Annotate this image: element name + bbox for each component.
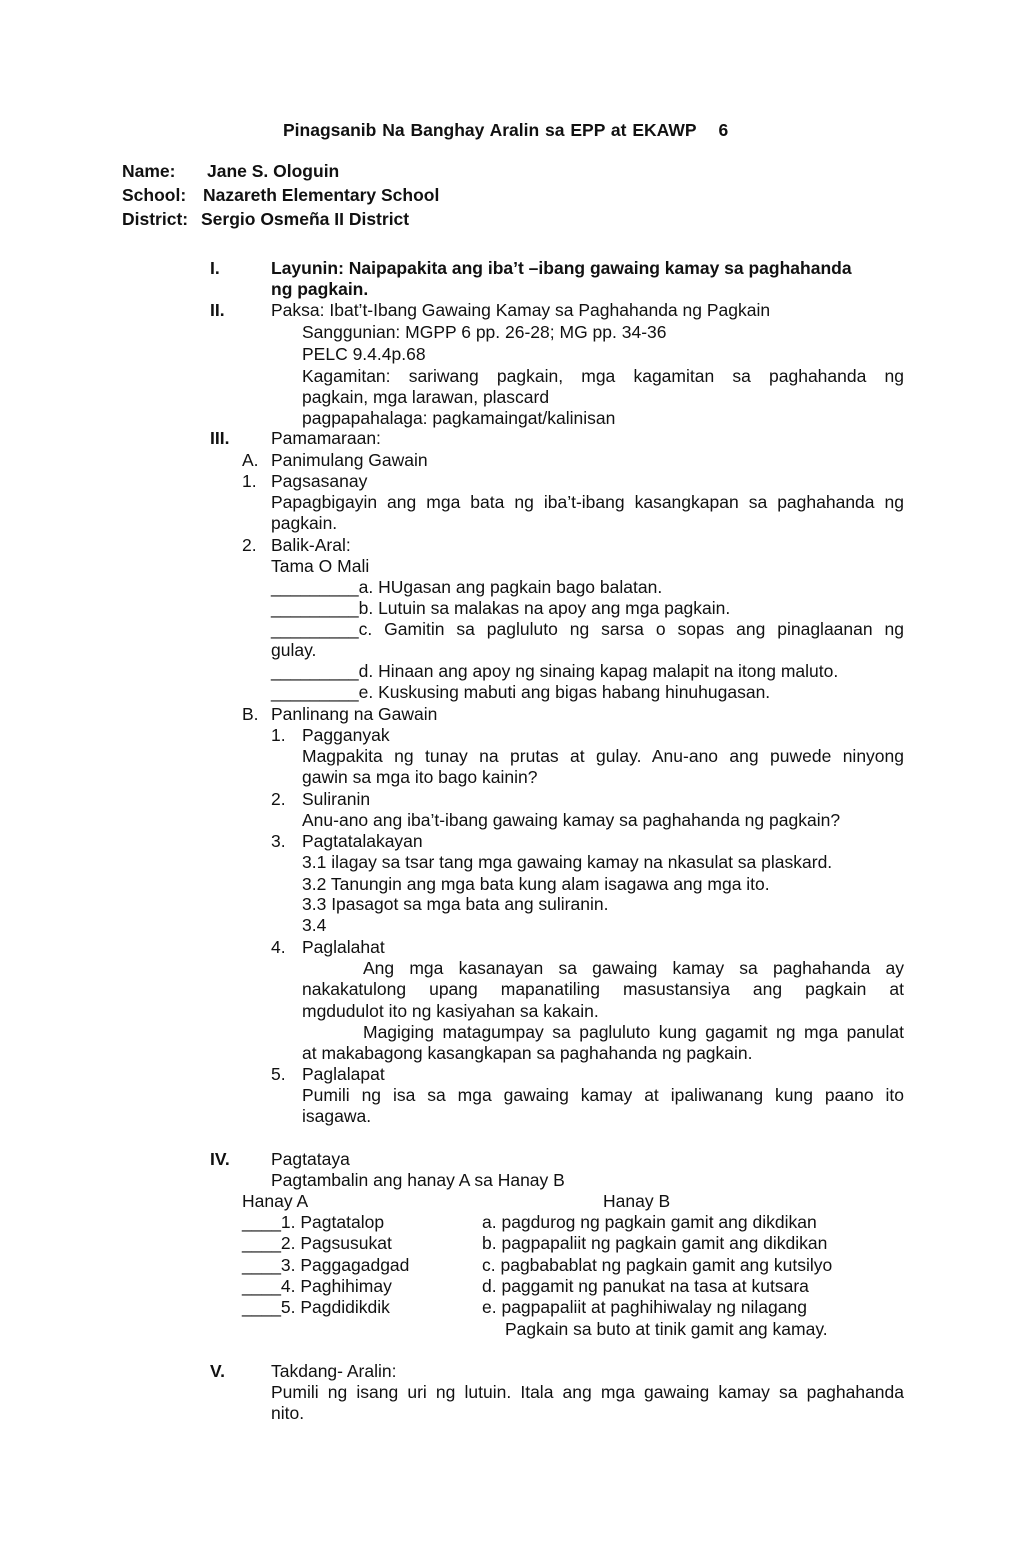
kagamitan-line-1: Kagamitan: sariwang pagkain, mga kagamitan sa paghahanda ng — [302, 366, 904, 386]
pagtataya-instruction: Pagtambalin ang hanay A sa Hanay B — [271, 1170, 565, 1190]
layunin-line-2: ng pagkain. — [271, 279, 369, 299]
title-grade: 6 — [718, 120, 729, 140]
name-row — [122, 161, 339, 182]
answer-blank: _________ — [271, 661, 359, 681]
item-text: c. Gamitin sa pagluluto ng sarsa o sopas ang pinaglaanan ng — [358, 619, 904, 639]
item-text: d. Hinaan ang apoy ng sinaing kapag malapit na itong maluto. — [358, 661, 839, 681]
answer-blank: _________ — [271, 598, 359, 618]
b4-para2-line-1: Magiging matagumpay sa pagluluto kung gagamit ng mga panulat — [363, 1022, 904, 1042]
b5-text-line-2: isagawa. — [302, 1106, 372, 1126]
hanay-b-header: Hanay B — [603, 1191, 671, 1211]
b4-para2-line-2: at makabagong kasangkapan sa paghahanda ng pagkain. — [302, 1043, 753, 1063]
sanggunian-text: Sanggunian: MGPP 6 pp. 26-28; MG pp. 34-36 — [302, 322, 667, 342]
b2-text: Anu-ano ang iba’t-ibang gawaing kamay sa paghahanda ng pagkain? — [302, 810, 841, 830]
hanay-a-item: ____4. Paghihimay — [242, 1276, 392, 1296]
section-5-number: V. — [210, 1361, 225, 1381]
b3-sub-3: 3.3 Ipasagot sa mga bata ang suliranin. — [302, 894, 609, 914]
document-title — [283, 120, 728, 141]
school-label: School: — [122, 185, 187, 205]
district-value: Sergio Osmeña II District — [201, 209, 410, 229]
hanay-b-item: b. pagpapaliit ng pagkain gamit ang dikdikan — [482, 1233, 828, 1253]
paksa-text: Paksa: Ibat’t-Ibang Gawaing Kamay sa Paghahanda ng Pagkain — [271, 300, 771, 320]
kagamitan-line-2: pagkain, mga larawan, plascard — [302, 387, 550, 407]
b2-title: Suliranin — [302, 789, 371, 809]
b4-para1-line-2: nakakatulong upang mapanatiling masustansiya ang pagkain at — [302, 979, 904, 999]
b5-title: Paglalapat — [302, 1064, 385, 1084]
hanay-a-item: ____3. Paggagadgad — [242, 1255, 410, 1275]
list-item — [271, 577, 662, 598]
hanay-a-header: Hanay A — [242, 1191, 309, 1211]
b4-para1-line-3: mgdudulot ito ng kasiyahan sa kakain. — [302, 1001, 599, 1021]
a2-title: Balik-Aral: — [271, 535, 351, 555]
hanay-b-item-continued: Pagkain sa buto at tinik gamit ang kamay. — [505, 1319, 828, 1339]
b1-title: Pagganyak — [302, 725, 390, 745]
b1-text-line-2: gawin sa mga ito bago kainin? — [302, 767, 538, 787]
item-text: a. HUgasan ang pagkain bago balatan. — [358, 577, 663, 597]
section-4-number: IV. — [210, 1149, 230, 1169]
b1-number: 1. — [271, 725, 286, 745]
list-item — [271, 661, 838, 682]
item-text: e. Kuskusing mabuti ang bigas habang hinuhugasan. — [358, 682, 771, 702]
a1-number: 1. — [242, 471, 257, 491]
school-row — [122, 185, 439, 206]
list-item — [271, 598, 730, 619]
name-label: Name: — [122, 161, 176, 181]
name-value: Jane S. Ologuin — [207, 161, 340, 181]
takdang-aralin-label: Takdang- Aralin: — [271, 1361, 397, 1381]
a1-text-line-2: pagkain. — [271, 513, 338, 533]
b5-number: 5. — [271, 1064, 286, 1084]
answer-blank: _________ — [271, 619, 359, 639]
hanay-a-item: ____2. Pagsusukat — [242, 1233, 392, 1253]
hanay-b-item: c. pagbabablat ng pagkain gamit ang kutsilyo — [482, 1255, 833, 1275]
tama-o-mali-label: Tama O Mali — [271, 556, 370, 576]
b2-number: 2. — [271, 789, 286, 809]
a1-text-line-1: Papagbigayin ang mga bata ng iba’t-ibang kasangkapan sa paghahanda ng — [271, 492, 904, 512]
b1-text-line-1: Magpakita ng tunay na prutas at gulay. Anu-ano ang puwede ninyong — [302, 746, 904, 766]
part-a-letter: A. — [242, 450, 259, 470]
hanay-a-item: ____5. Pagdidikdik — [242, 1297, 390, 1317]
part-b-letter: B. — [242, 704, 259, 724]
b4-para1-line-1: Ang mga kasanayan sa gawaing kamay sa paghahanda ay — [363, 958, 904, 978]
b3-sub-4: 3.4 — [302, 915, 327, 935]
b3-sub-1: 3.1 ilagay sa tsar tang mga gawaing kamay na nkasulat sa plaskard. — [302, 852, 833, 872]
layunin-line-1: Layunin: Naipapakita ang iba’t –ibang gawaing kamay sa paghahanda — [271, 258, 852, 278]
pagpapahalaga-text: pagpapahalaga: pagkamaingat/kalinisan — [302, 408, 616, 428]
pelc-text: PELC 9.4.4p.68 — [302, 344, 426, 364]
pagtataya-label: Pagtataya — [271, 1149, 350, 1169]
b4-number: 4. — [271, 937, 286, 957]
school-value: Nazareth Elementary School — [203, 185, 440, 205]
district-label: District: — [122, 209, 189, 229]
item-text-continued: gulay. — [271, 640, 317, 660]
answer-blank: _________ — [271, 682, 359, 702]
section-2-number: II. — [210, 300, 225, 320]
takdang-aralin-line-2: nito. — [271, 1403, 305, 1423]
a2-number: 2. — [242, 535, 257, 555]
takdang-aralin-line-1: Pumili ng isang uri ng lutuin. Itala ang mga gawaing kamay sa paghahanda — [271, 1382, 904, 1402]
hanay-b-item: a. pagdurog ng pagkain gamit ang dikdikan — [482, 1212, 817, 1232]
hanay-a-item: ____1. Pagtatalop — [242, 1212, 385, 1232]
item-text: b. Lutuin sa malakas na apoy ang mga pagkain. — [358, 598, 731, 618]
b3-number: 3. — [271, 831, 286, 851]
list-item — [271, 619, 904, 640]
answer-blank: _________ — [271, 577, 359, 597]
b3-sub-2: 3.2 Tanungin ang mga bata kung alam isagawa ang mga ito. — [302, 874, 770, 894]
b5-text-line-1: Pumili ng isa sa mga gawaing kamay at ipaliwanang kung paano ito — [302, 1085, 904, 1105]
hanay-b-item: d. paggamit ng panukat na tasa at kutsara — [482, 1276, 809, 1296]
section-3-number: III. — [210, 428, 230, 448]
hanay-b-item: e. pagpapaliit at paghihiwalay ng nilagang — [482, 1297, 807, 1317]
title-text: Pinagsanib Na Banghay Aralin sa EPP at EKAWP — [283, 120, 697, 140]
district-row — [122, 209, 409, 230]
section-1-number: I. — [210, 258, 220, 278]
pamamaraan-label: Pamamaraan: — [271, 428, 381, 448]
part-b-title: Panlinang na Gawain — [271, 704, 438, 724]
part-a-title: Panimulang Gawain — [271, 450, 428, 470]
a1-title: Pagsasanay — [271, 471, 368, 491]
b3-title: Pagtatalakayan — [302, 831, 423, 851]
list-item — [271, 682, 770, 703]
b4-title: Paglalahat — [302, 937, 385, 957]
